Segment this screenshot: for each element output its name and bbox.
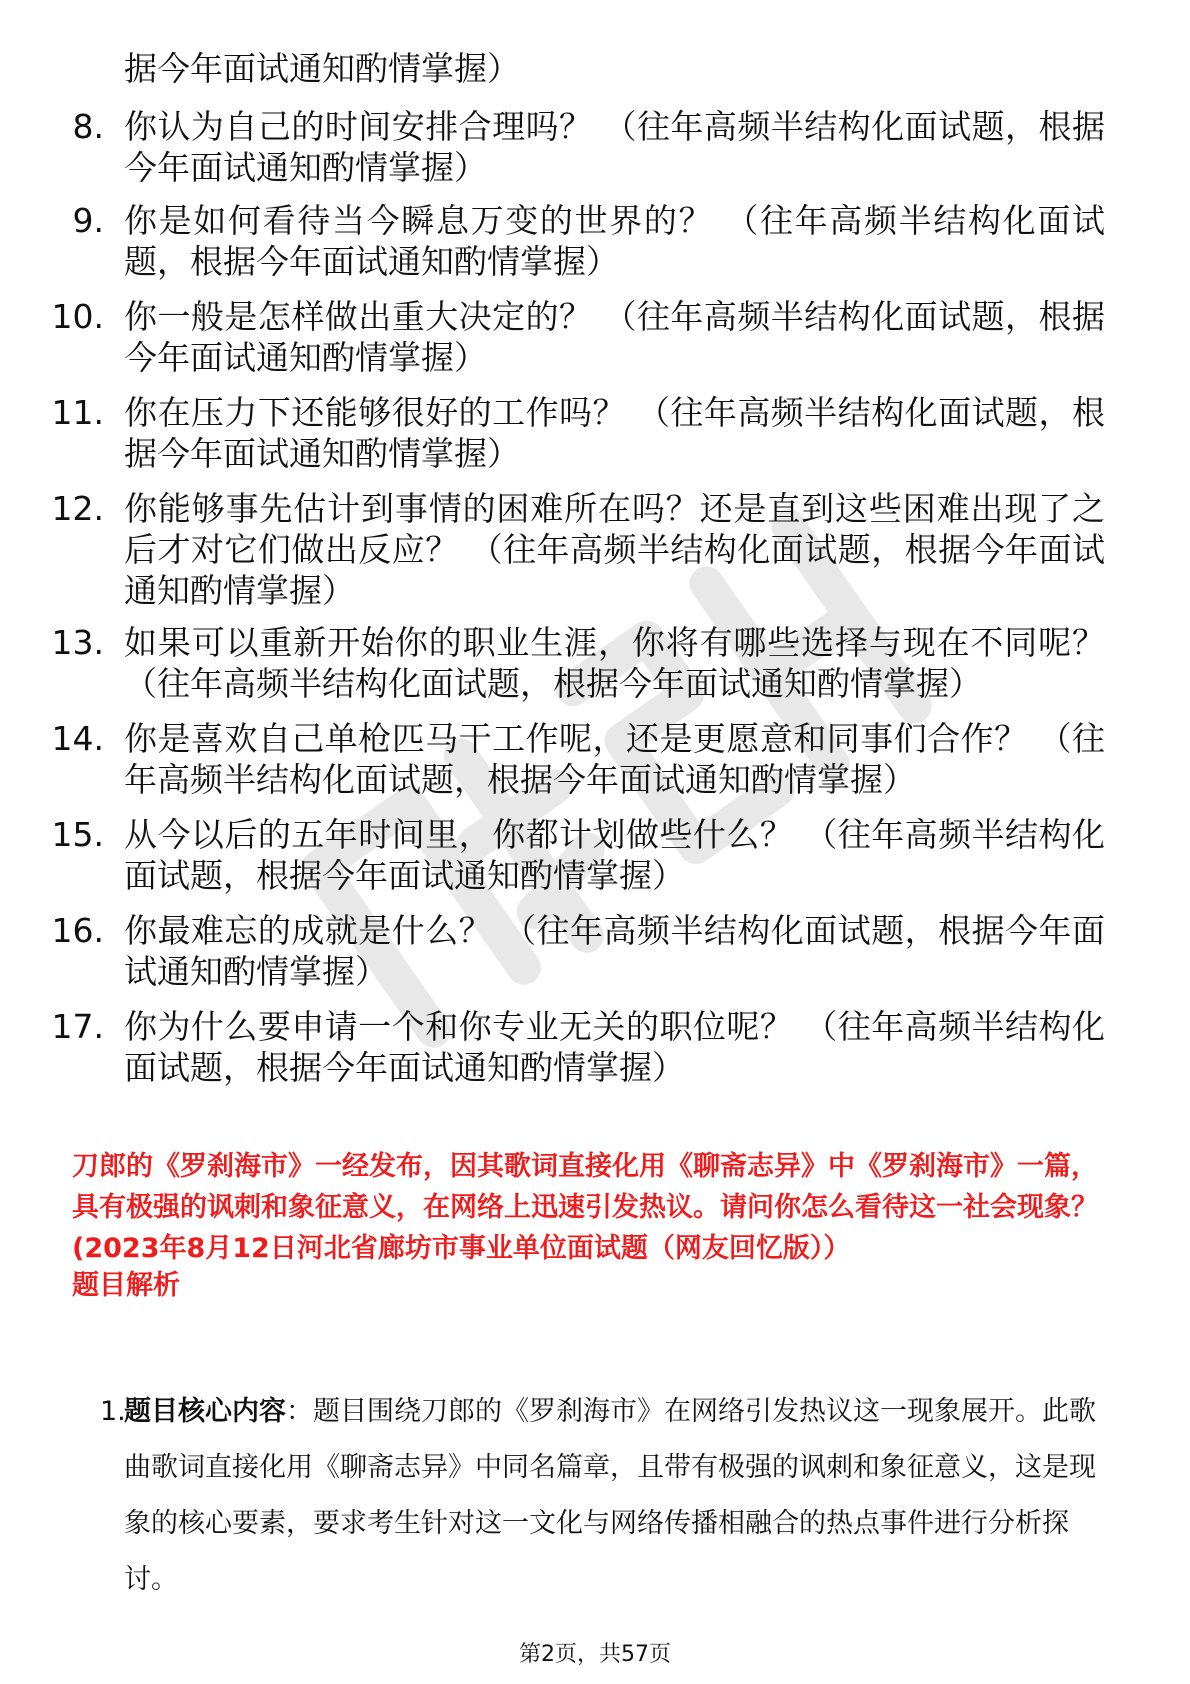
analysis-item [72, 1384, 1112, 1608]
item-number: 14. [51, 719, 104, 758]
item-text: 你一般是怎样做出重大决定的？ （往年高频半结构化面试题，根据今年面试通知酌情掌握） [124, 297, 1105, 377]
item-text: 你认为自己的时间安排合理吗？ （往年高频半结构化面试题，根据今年面试通知酌情掌握） [124, 107, 1105, 187]
item-number: 8. [72, 107, 104, 146]
analysis-body: ：题目围绕刀郎的《罗刹海市》在网络引发热议这一现象展开。此歌曲歌词直接化用《聊斋志异》中同名篇章，且带有极强的讽刺和象征意义，这是现象的核心要素，要求考生针对这一文化与网络传播相融合的热点事件进行分析探讨。 [124, 1396, 1096, 1595]
list-item [50, 1006, 1105, 1088]
item-text: 如果可以重新开始你的职业生涯，你将有哪些选择与现在不同呢？ （往年高频半结构化面试题，根据今年面试通知酌情掌握） [124, 623, 1105, 703]
item-text: 你最难忘的成就是什么？ （往年高频半结构化面试题，根据今年面试通知酌情掌握） [124, 911, 1105, 991]
list-item [50, 488, 1105, 611]
item-number: 13. [51, 623, 104, 662]
list-item [50, 392, 1105, 474]
item-number: 11. [51, 393, 104, 432]
item-text: 你在压力下还能够很好的工作吗？ （往年高频半结构化面试题，根据今年面试通知酌情掌握） [124, 393, 1105, 473]
list-item [50, 910, 1105, 992]
list-item [50, 296, 1105, 378]
list-item [50, 200, 1105, 282]
page-footer: 第2页，共57页 [519, 1642, 671, 1667]
list-item [50, 106, 1105, 188]
analysis-heading: 题目核心内容 [124, 1396, 286, 1427]
item-text: 你是如何看待当今瞬息万变的世界的？ （往年高频半结构化面试题，根据今年面试通知酌情掌握） [124, 201, 1105, 281]
item-number: 15. [51, 815, 104, 854]
section-title: 题目解析 [72, 1270, 180, 1301]
item-number: 9. [72, 201, 104, 240]
item-number: 17. [51, 1007, 104, 1046]
list-item [50, 814, 1105, 896]
list-item [50, 718, 1105, 800]
item-number: 16. [51, 911, 104, 950]
item-number: 12. [51, 489, 104, 528]
continuation-line: 据今年面试通知酌情掌握） [124, 49, 520, 88]
analysis-text [124, 1384, 1112, 1608]
item-text: 你是喜欢自己单枪匹马干工作呢，还是更愿意和同事们合作？ （往年高频半结构化面试题，根据今年面试通知酌情掌握） [124, 719, 1105, 799]
exam-question: 刀郎的《罗刹海市》一经发布，因其歌词直接化用《聊斋志异》中《罗刹海市》一篇，具有极强的讽刺和象征意义，在网络上迅速引发热议。请问你怎么看待这一社会现象？(2023年8月12日河北省廊坊市事业单位面试题（网友回忆版）） [72, 1151, 1098, 1264]
list-item [50, 622, 1105, 704]
analysis-number: 1. [100, 1396, 126, 1427]
item-number: 10. [51, 297, 104, 336]
item-text: 从今以后的五年时间里，你都计划做些什么？ （往年高频半结构化面试题，根据今年面试通知酌情掌握） [124, 815, 1105, 895]
item-text: 你为什么要申请一个和你专业无关的职位呢？ （往年高频半结构化面试题，根据今年面试通知酌情掌握） [124, 1007, 1105, 1087]
item-text: 你能够事先估计到事情的困难所在吗？还是直到这些困难出现了之后才对它们做出反应？ （往年高频半结构化面试题，根据今年面试通知酌情掌握） [124, 489, 1105, 610]
